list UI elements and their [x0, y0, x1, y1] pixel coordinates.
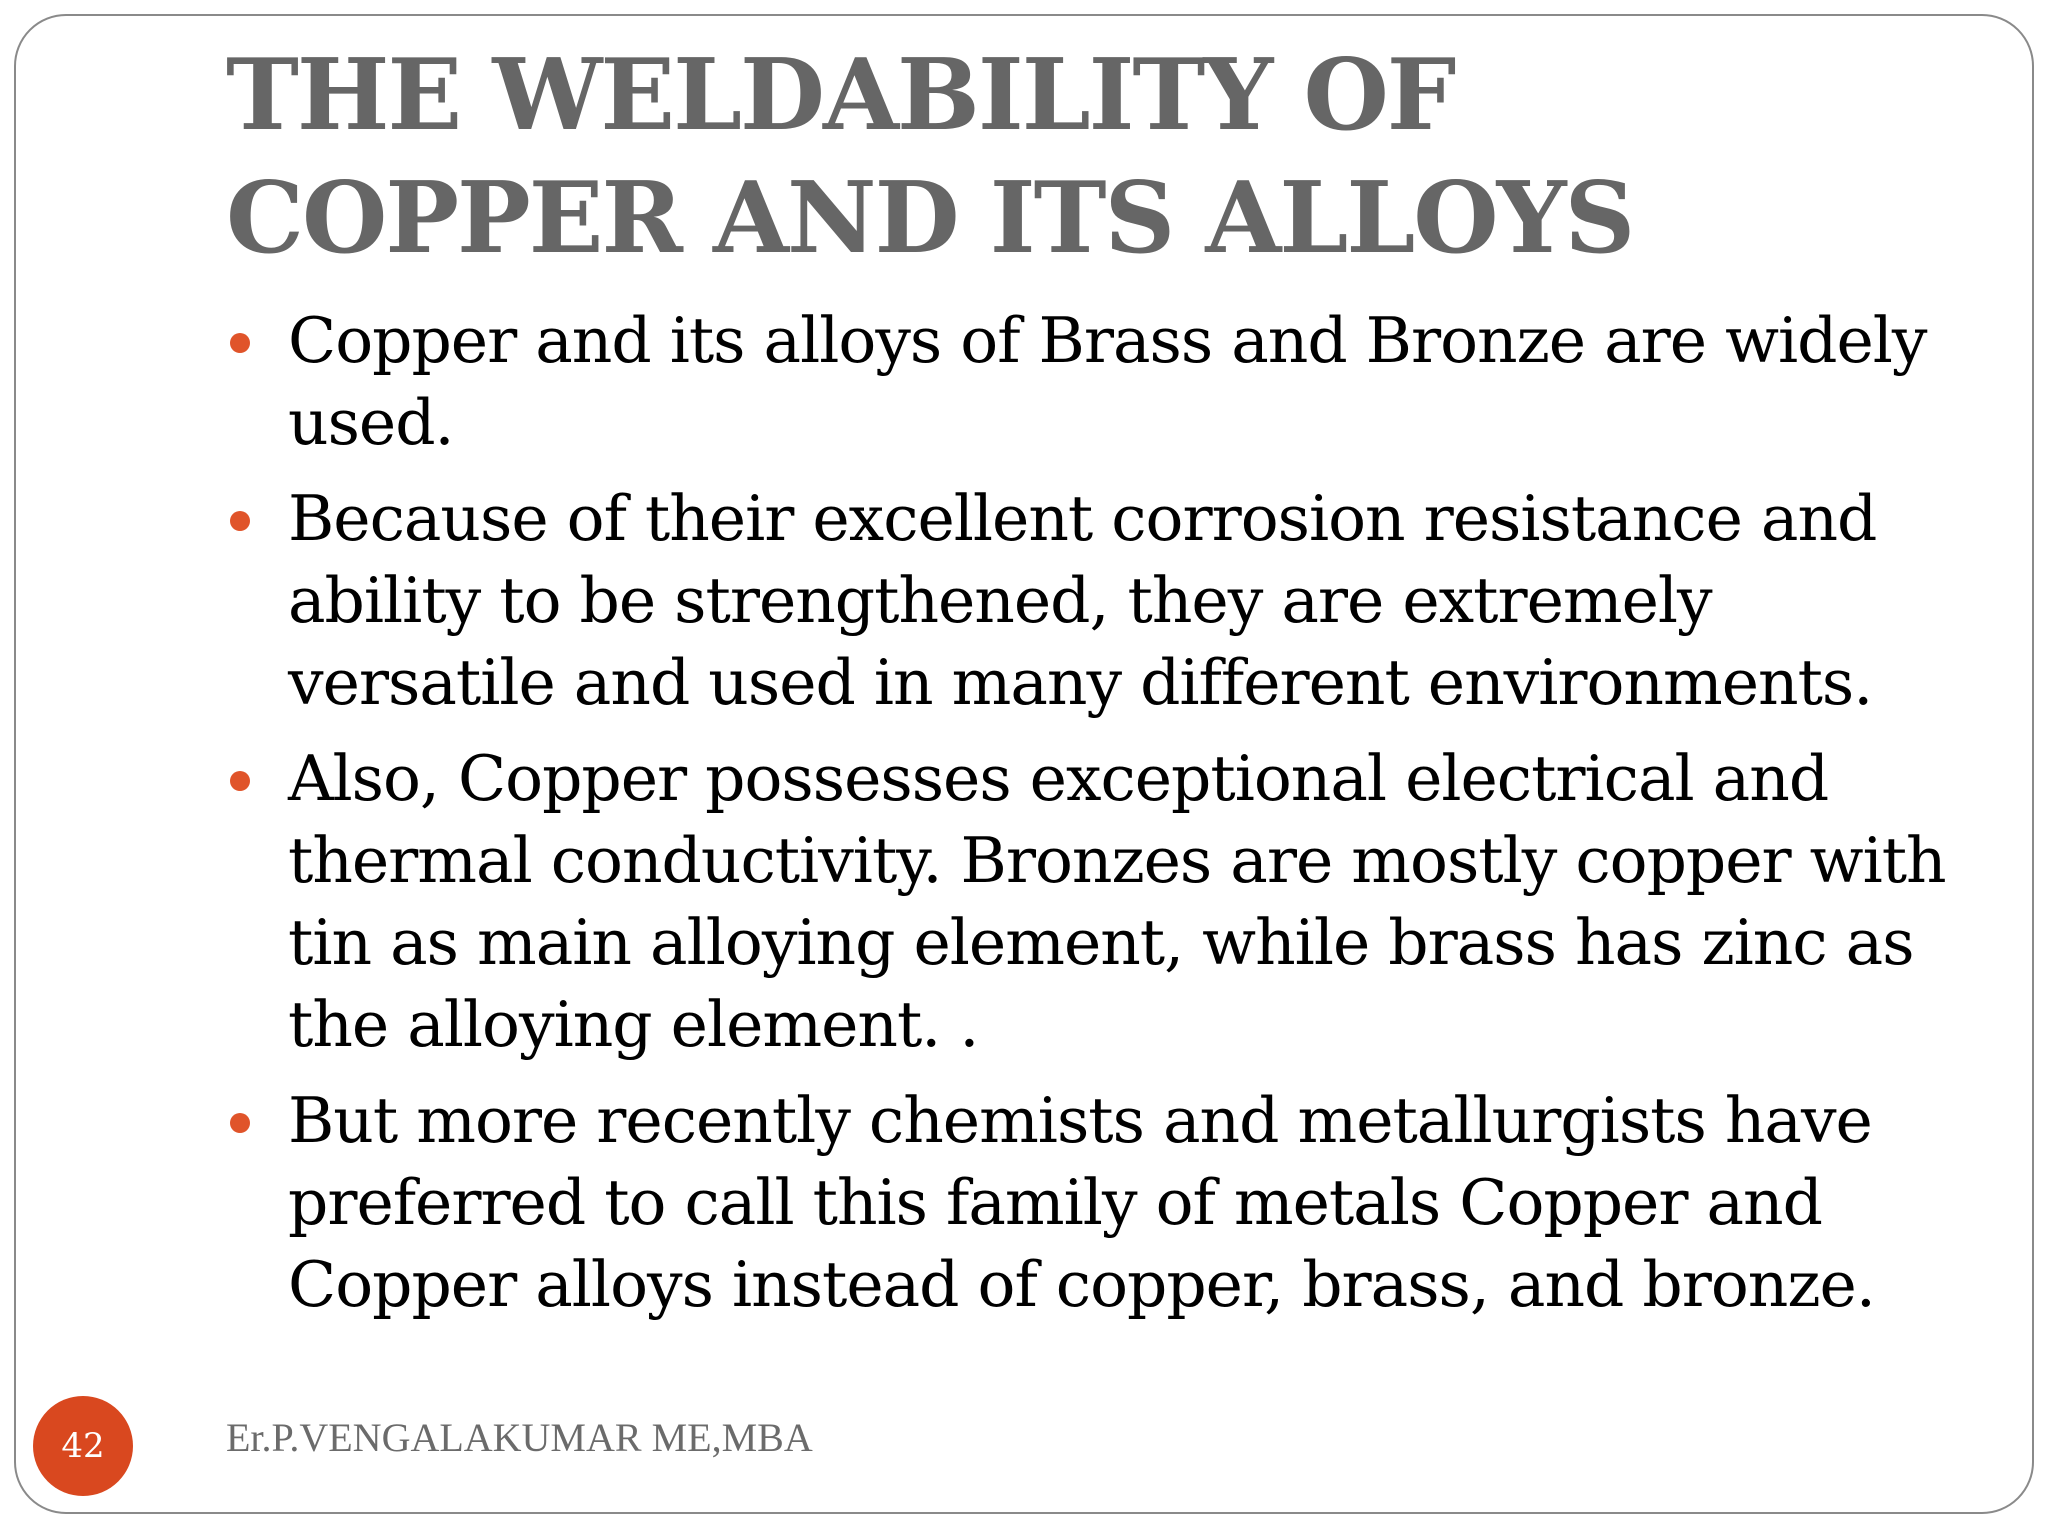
page-number-badge: [33, 1396, 133, 1496]
bullet-dot-icon: [230, 333, 250, 353]
page-number: 42: [61, 1426, 105, 1466]
slide-title: THE WELDABILITY OF COPPER AND ITS ALLOYS: [226, 38, 1634, 276]
bullet-dot-icon: [230, 1113, 250, 1133]
bullet-list: [226, 300, 1946, 1340]
bullet-item: [226, 738, 1946, 1066]
bullet-item: [226, 478, 1946, 724]
footer-author: Er.P.VENGALAKUMAR ME,MBA: [226, 1415, 813, 1460]
bullet-dot-icon: [230, 511, 250, 531]
bullet-dot-icon: [230, 771, 250, 791]
bullet-text: Copper and its alloys of Brass and Bronze are widely used.: [288, 304, 1927, 459]
bullet-text: Also, Copper possesses exceptional electrical and thermal conductivity. Bronzes are mostly copper with tin as main alloying element, while brass has zinc as the alloying element. .: [288, 742, 1946, 1061]
bullet-item: [226, 300, 1946, 464]
bullet-item: [226, 1080, 1946, 1326]
bullet-text: But more recently chemists and metallurgists have preferred to call this family of metals Copper and Copper alloys instead of copper, brass, and bronze.: [288, 1084, 1875, 1321]
bullet-text: Because of their excellent corrosion resistance and ability to be strengthened, they are extremely versatile and used in many different environments.: [288, 482, 1877, 719]
